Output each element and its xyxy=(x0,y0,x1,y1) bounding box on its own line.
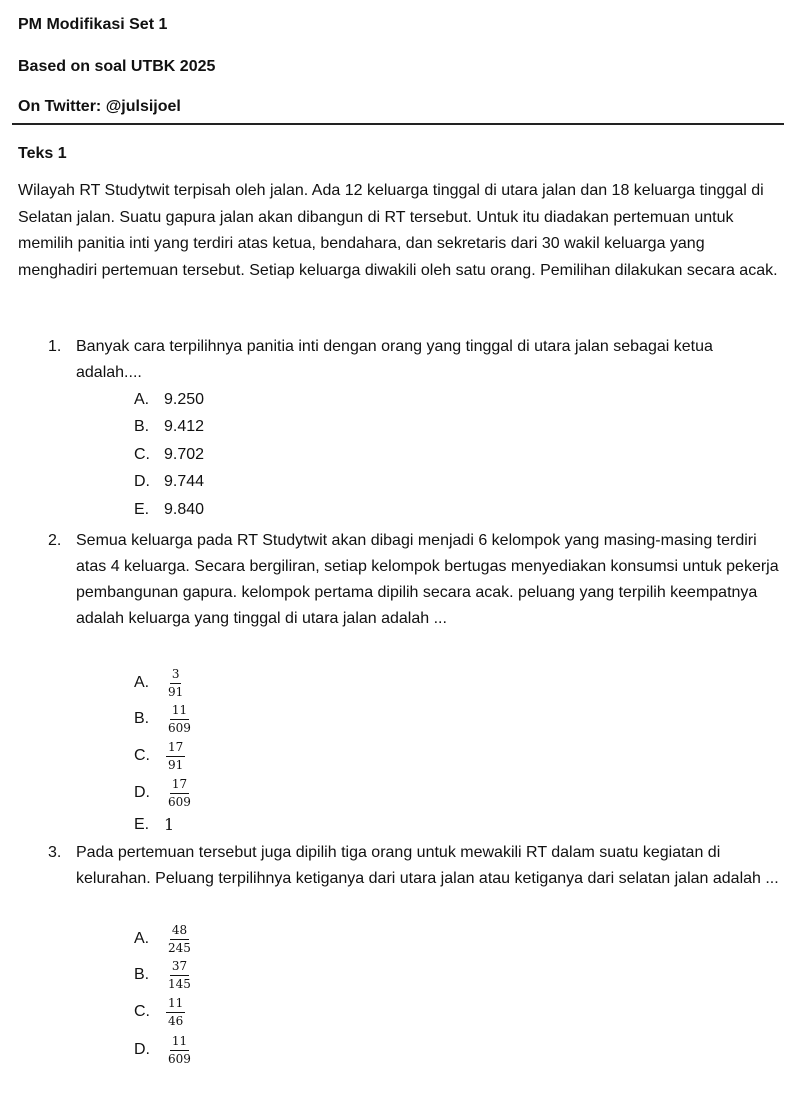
option-letter: D. xyxy=(134,784,150,801)
option-value: 9.840 xyxy=(164,501,205,518)
fraction-numerator: 3 xyxy=(170,668,182,684)
question-3-option-b[interactable] xyxy=(134,958,193,991)
question-2-option-b[interactable] xyxy=(134,702,193,735)
question-1-option-e[interactable] xyxy=(134,497,204,523)
option-fraction xyxy=(166,741,185,772)
fraction-denominator: 145 xyxy=(168,976,191,991)
question-3-text: Pada pertemuan tersebut juga dipilih tiga orang untuk mewakili RT dalam suatu kegiatan di kelurahan. Peluang terpilihnya ketiganya dari utara jalan atau ketiganya dari selatan jalan adalah ... xyxy=(76,844,779,887)
question-3-option-c[interactable] xyxy=(134,995,185,1028)
question-2-option-d[interactable] xyxy=(134,776,193,809)
question-1-number: 1. xyxy=(48,338,62,355)
option-fraction xyxy=(166,960,193,991)
option-fraction xyxy=(166,997,185,1028)
option-letter: B. xyxy=(134,710,150,727)
option-letter: C. xyxy=(134,747,150,764)
option-value: 9.702 xyxy=(164,446,205,463)
question-2-option-e[interactable] xyxy=(134,812,174,838)
option-fraction xyxy=(166,704,193,735)
option-letter: D. xyxy=(134,473,150,490)
question-2-text: Semua keluarga pada RT Studytwit akan dibagi menjadi 6 kelompok yang masing-masing terdiri atas 4 keluarga. Secara bergiliran, setiap kelompok bertugas menyediakan konsumsi untuk pekerja pembangunan gapura. kelompok pertama dipilih secara acak. peluang yang terpilih keempatnya adalah keluarga yang tinggal di utara jalan adalah ... xyxy=(76,532,779,627)
fraction-numerator: 11 xyxy=(166,997,185,1013)
question-1-option-b[interactable] xyxy=(134,414,204,440)
document-subtitle: Based on soal UTBK 2025 xyxy=(18,58,216,75)
question-3-option-a[interactable] xyxy=(134,922,193,955)
question-1-option-d[interactable] xyxy=(134,469,204,495)
option-value: 9.744 xyxy=(164,473,205,490)
fraction-denominator: 609 xyxy=(168,720,191,735)
fraction-numerator: 17 xyxy=(170,778,189,794)
question-3-number: 3. xyxy=(48,844,62,861)
option-letter: B. xyxy=(134,966,150,983)
fraction-denominator: 91 xyxy=(168,757,184,772)
fraction-denominator: 245 xyxy=(168,940,191,955)
twitter-handle: On Twitter: @julsijoel xyxy=(18,98,181,115)
text-passage: Wilayah RT Studytwit terpisah oleh jalan. Ada 12 keluarga tinggal di utara jalan dan 18 keluarga tinggal di Selatan jalan. Suatu gapura jalan akan dibangun di RT tersebut. Untuk itu diadakan pertemuan untuk memilih panitia inti yang terdiri atas ketua, bendahara, dan sekretaris dari 30 wakil keluarga yang menghadiri pertemuan tersebut. Setiap keluarga diwakili oleh satu orang. Pemilihan dilakukan secara acak. xyxy=(18,182,778,279)
question-1-text: Banyak cara terpilihnya panitia inti dengan orang yang tinggal di utara jalan sebagai ketua adalah.... xyxy=(76,338,713,381)
option-fraction xyxy=(166,668,185,699)
question-1-option-a[interactable] xyxy=(134,387,204,413)
question-2-number: 2. xyxy=(48,532,62,549)
option-letter: E. xyxy=(134,501,150,518)
option-letter: C. xyxy=(134,446,150,463)
option-letter: A. xyxy=(134,391,150,408)
fraction-denominator: 91 xyxy=(168,684,184,699)
option-value: 1 xyxy=(164,815,175,834)
section-title: Teks 1 xyxy=(18,145,67,162)
header-divider xyxy=(12,123,784,125)
option-letter: A. xyxy=(134,674,150,691)
fraction-denominator: 609 xyxy=(168,794,191,809)
question-2-option-c[interactable] xyxy=(134,739,185,772)
question-2-option-a[interactable] xyxy=(134,666,185,699)
document-title: PM Modifikasi Set 1 xyxy=(18,16,168,33)
fraction-numerator: 17 xyxy=(166,741,185,757)
option-value: 9.412 xyxy=(164,418,205,435)
question-1-option-c[interactable] xyxy=(134,442,204,468)
option-fraction xyxy=(166,924,193,955)
fraction-numerator: 11 xyxy=(170,704,189,720)
option-letter: E. xyxy=(134,816,150,833)
fraction-numerator: 11 xyxy=(170,1035,189,1051)
option-letter: C. xyxy=(134,1003,150,1020)
option-fraction xyxy=(166,1035,193,1066)
fraction-denominator: 609 xyxy=(168,1051,191,1066)
option-value: 9.250 xyxy=(164,391,205,408)
question-3-option-d[interactable] xyxy=(134,1033,193,1066)
option-fraction xyxy=(166,778,193,809)
fraction-denominator: 46 xyxy=(168,1013,184,1028)
option-letter: B. xyxy=(134,418,150,435)
option-letter: D. xyxy=(134,1041,150,1058)
option-letter: A. xyxy=(134,930,150,947)
fraction-numerator: 37 xyxy=(170,960,189,976)
fraction-numerator: 48 xyxy=(170,924,189,940)
